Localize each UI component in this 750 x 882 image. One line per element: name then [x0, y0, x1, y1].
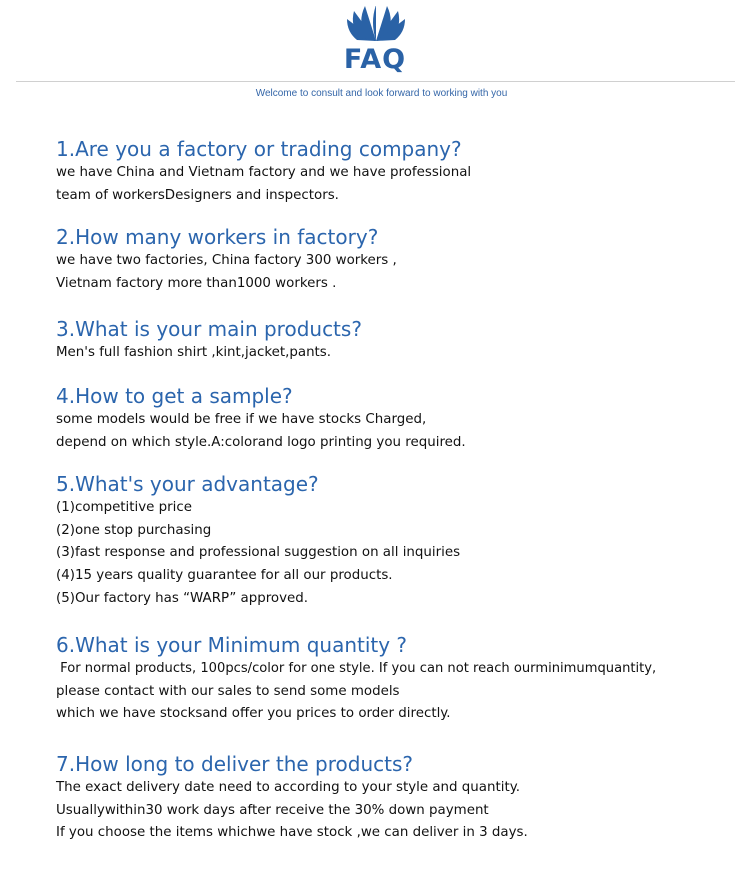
answer-line: depend on which style.A:colorand logo printing you required.: [56, 434, 466, 450]
faq-answer: [56, 409, 746, 454]
answer-line: some models would be free if we have stocks Charged,: [56, 412, 427, 427]
faq-item: [56, 751, 746, 845]
answer-line: Vietnam factory more than1000 workers .: [56, 275, 337, 291]
answer-line: which we have stocksand offer you prices to order directly.: [56, 706, 451, 722]
answer-line: Men's full fashion shirt ,kint,jacket,pants.: [56, 345, 332, 360]
answer-line: (5)Our factory has “WARP” approved.: [56, 590, 309, 606]
header-divider: [16, 81, 735, 82]
subtitle: Welcome to consult and look forward to working with you: [255, 88, 508, 99]
answer-line: team of workersDesigners and inspectors.: [56, 187, 339, 203]
faq-question: 1.Are you a factory or trading company?: [56, 137, 462, 161]
faq-answer: [56, 342, 746, 365]
faq-question: 2.How many workers in factory?: [56, 225, 379, 249]
faq-item: [56, 224, 746, 295]
faq-question: 4.How to get a sample?: [56, 384, 293, 408]
faq-item: [56, 383, 746, 454]
fan-logo-icon: [345, 6, 407, 42]
answer-line: please contact with our sales to send some models: [56, 683, 400, 699]
faq-question: 7.How long to deliver the products?: [56, 752, 414, 776]
faq-item: [56, 136, 746, 207]
answer-line: we have China and Vietnam factory and we have professional: [56, 165, 472, 180]
faq-answer: [56, 777, 746, 845]
faq-answer: [56, 497, 746, 611]
answer-line: (1)competitive price: [56, 500, 192, 515]
answer-line: (4)15 years quality guarantee for all our products.: [56, 568, 393, 584]
faq-answer: [56, 250, 746, 295]
answer-line: we have two factories, China factory 300 workers ,: [56, 253, 397, 268]
answer-line: Usuallywithin30 work days after receive the 30% down payment: [56, 802, 489, 818]
answer-line: The exact delivery date need to according to your style and quantity.: [56, 780, 520, 795]
answer-line: (2)one stop purchasing: [56, 522, 212, 538]
faq-item: [56, 471, 746, 611]
faq-question: 6.What is your Minimum quantity ?: [56, 633, 408, 657]
answer-line: (3)fast response and professional suggestion on all inquiries: [56, 545, 461, 561]
faq-answer: [56, 658, 746, 726]
faq-answer: [56, 162, 746, 207]
logo-text: FAQ: [343, 44, 407, 75]
answer-line: For normal products, 100pcs/color for one style. If you can not reach ourminimumquantity,: [56, 661, 657, 676]
faq-item: [56, 632, 746, 726]
faq-question: 3.What is your main products?: [56, 317, 362, 341]
faq-item: [56, 316, 746, 365]
answer-line: If you choose the items whichwe have stock ,we can deliver in 3 days.: [56, 825, 528, 841]
faq-question: 5.What's your advantage?: [56, 472, 319, 496]
